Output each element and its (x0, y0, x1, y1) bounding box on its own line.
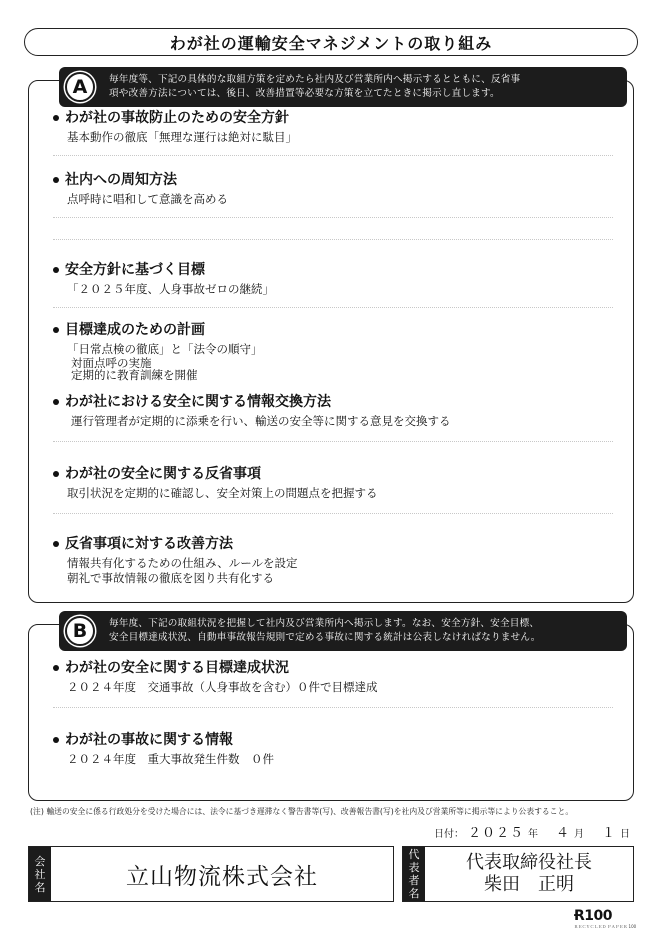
company-label (29, 847, 51, 901)
bullet-icon (53, 471, 59, 477)
improvement-methods (53, 535, 613, 586)
company-name: 立山物流株式会社 (126, 863, 318, 890)
item-title: わが社の安全に関する反省事項 (65, 466, 261, 482)
bullet-icon (53, 737, 59, 743)
date-day-unit: 日 (620, 829, 630, 840)
representative-text (425, 847, 633, 901)
item-line: 運行管理者が定期的に添乗を行い、輸送の安全等に関する意見を交換する (71, 414, 451, 428)
item-line: ２０２４年度 交通事故（人身事故を含む）０件で目標達成 (67, 680, 378, 694)
representative-label-char: 表 (408, 861, 420, 874)
dotted-rule (53, 307, 613, 308)
date-month-unit: 月 (573, 829, 584, 840)
accident-information (53, 731, 613, 767)
bullet-icon (53, 115, 59, 121)
info-exchange-method (53, 393, 613, 429)
section-b-instructions-line-1: 毎年度、下記の取組状況を把握して社内及び営業所内へ掲示します。なお、安全方針、安全目標、 (109, 618, 540, 629)
representative-label-char: 名 (408, 887, 420, 900)
item-line: 朝礼で事故情報の徹底を図り共有化する (67, 571, 274, 585)
reflection-items (53, 465, 613, 501)
dotted-rule (53, 217, 613, 218)
representative-label-char: 代 (408, 848, 420, 861)
representative-name: 柴田 正明 (484, 874, 574, 895)
recycle-logo-mark: Ɍ100 (574, 908, 613, 924)
section-b (28, 618, 634, 801)
section-a-instructions-line-1: 毎年度等、下記の具体的な取組方策を定めたら社内及び営業所内へ掲示するとともに、反省事 (109, 74, 521, 85)
representative-box (402, 846, 634, 902)
bullet-icon (53, 541, 59, 547)
date (420, 822, 630, 841)
item-line: 定期的に教育訓練を開催 (71, 368, 198, 382)
section-b-instructions-line-2: 安全目標達成状況、自動車事故報告規則で定める事故に関する統計は公表しなければなりません。 (109, 632, 541, 643)
item-title: わが社の事故に関する情報 (65, 732, 233, 748)
section-a-instructions-line-2: 項や改善方法については、後日、改善措置等必要な方策を立てたときに掲示し直します。 (109, 88, 500, 99)
company-label-char: 社 (34, 867, 46, 881)
safety-policy (53, 109, 613, 145)
item-line: 点呼時に唱和して意識を高める (67, 192, 228, 206)
internal-communication (53, 171, 613, 207)
company-box (28, 846, 394, 902)
item-line: 「２０２５年度、人身事故ゼロの継続」 (67, 282, 274, 296)
item-line: 取引状況を定期的に確認し、安全対策上の問題点を把握する (67, 486, 378, 500)
company-label-char: 名 (34, 880, 46, 894)
bullet-icon (53, 327, 59, 333)
bullet-icon (53, 399, 59, 405)
recycle-logo-caption: ＲＥＣＹＣＬＥＤ ＰＡＰＥＲ 100 (574, 924, 637, 929)
item-line: 「日常点検の徹底」と「法令の順守」 (67, 342, 263, 356)
recycle-logo (574, 908, 637, 930)
item-line: 対面点呼の実施 (71, 356, 152, 370)
date-day: １ (601, 826, 616, 841)
representative-label (403, 847, 425, 901)
footnote: (注) 輸送の安全に係る行政処分を受けた場合には、法令に基づき遅滞なく警告書等(写)、改善報告書(写)を社内及び営業所等に掲示等により公表すること。 (30, 807, 574, 816)
item-line: ２０２４年度 重大事故発生件数 ０件 (67, 752, 274, 766)
goal-plan (53, 321, 613, 381)
dotted-rule (53, 239, 613, 240)
item-title: 社内への周知方法 (65, 172, 177, 188)
dotted-rule (53, 441, 613, 442)
date-year: ２０２５ (467, 826, 524, 841)
page-title: わが社の運輸安全マネジメントの取り組み (24, 28, 638, 56)
item-title: わが社における安全に関する情報交換方法 (65, 394, 331, 410)
bullet-icon (53, 177, 59, 183)
representative-title: 代表取締役社長 (466, 852, 592, 873)
item-title: 目標達成のための計画 (65, 322, 205, 338)
dotted-rule (53, 513, 613, 514)
date-label: 日付： (433, 829, 464, 840)
section-a (28, 74, 634, 603)
item-title: わが社の事故防止のための安全方針 (65, 110, 289, 126)
dotted-rule (53, 707, 613, 708)
bullet-icon (53, 267, 59, 273)
item-line: 基本動作の徹底「無理な運行は絶対に駄目」 (67, 130, 297, 144)
section-a-instructions (95, 73, 528, 101)
item-title: 安全方針に基づく目標 (65, 262, 205, 278)
goal-achievement-status (53, 659, 613, 695)
item-line: 情報共有化するための仕組み、ルールを設定 (67, 556, 298, 570)
dotted-rule (53, 155, 613, 156)
date-month: ４ (555, 826, 570, 841)
section-b-header (59, 611, 627, 651)
representative-label-char: 者 (408, 874, 420, 887)
item-title: わが社の安全に関する目標達成状況 (65, 660, 289, 676)
section-b-instructions (95, 617, 549, 645)
item-title: 反省事項に対する改善方法 (65, 536, 233, 552)
safety-goal (53, 261, 613, 297)
bullet-icon (53, 665, 59, 671)
company-label-char: 会 (34, 854, 46, 868)
date-year-unit: 年 (527, 829, 538, 840)
section-a-badge: A (65, 72, 95, 102)
section-a-header (59, 67, 627, 107)
section-b-badge: B (65, 616, 95, 646)
